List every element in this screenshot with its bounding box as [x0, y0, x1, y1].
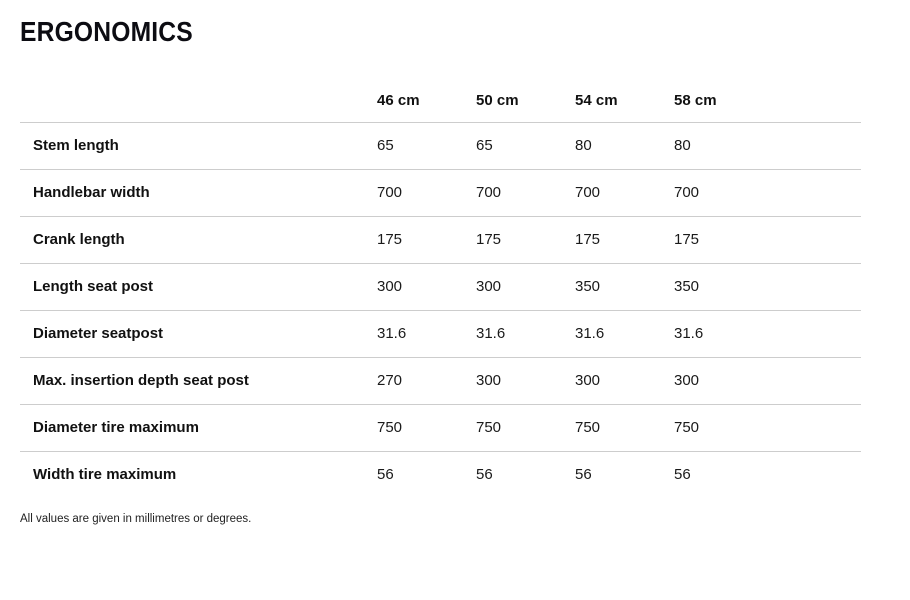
cell-value: 31.6	[476, 325, 506, 342]
cell-value: 56	[575, 466, 592, 483]
column-header-54cm: 54 cm	[575, 92, 618, 109]
table-row-crank-length	[20, 217, 861, 264]
column-header-46cm: 46 cm	[377, 92, 420, 109]
cell-value: 65	[377, 137, 394, 154]
cell-value: 270	[377, 372, 403, 389]
cell-value: 750	[575, 419, 601, 436]
cell-value: 175	[476, 231, 502, 248]
row-label: Width tire maximum	[33, 466, 177, 483]
cell-value: 300	[575, 372, 601, 389]
page-title-text: ERGONOMICS	[20, 16, 193, 47]
cell-value: 56	[377, 466, 394, 483]
row-label: Crank length	[33, 231, 125, 248]
table-row-handlebar-width	[20, 170, 861, 217]
header-spacer	[20, 92, 377, 123]
cell-value: 700	[377, 184, 403, 201]
row-label: Stem length	[33, 137, 119, 154]
header-spacer	[773, 92, 861, 123]
row-label: Handlebar width	[33, 184, 150, 201]
footnote: All values are given in millimetres or degrees.	[20, 513, 252, 525]
table-row-width-tire-maximum	[20, 452, 861, 499]
row-label: Length seat post	[33, 278, 154, 295]
cell-value: 175	[674, 231, 700, 248]
cell-value: 80	[674, 137, 691, 154]
table-row-length-seat-post	[20, 264, 861, 311]
cell-value: 300	[674, 372, 700, 389]
cell-value: 31.6	[674, 325, 704, 342]
table-row-diameter-tire-maximum	[20, 405, 861, 452]
cell-value: 300	[377, 278, 403, 295]
table-row-stem-length	[20, 123, 861, 170]
cell-value: 65	[476, 137, 493, 154]
cell-value: 175	[377, 231, 403, 248]
cell-value: 80	[575, 137, 592, 154]
table-row-diameter-seatpost	[20, 311, 861, 358]
cell-value: 750	[476, 419, 502, 436]
table-header-row	[20, 92, 861, 123]
cell-value: 750	[674, 419, 700, 436]
cell-value: 700	[575, 184, 601, 201]
table-row-max-insertion-depth	[20, 358, 861, 405]
cell-value: 300	[476, 372, 502, 389]
cell-value: 56	[476, 466, 493, 483]
cell-value: 31.6	[377, 325, 407, 342]
cell-value: 350	[674, 278, 700, 295]
ergonomics-table	[20, 92, 861, 498]
page-title	[20, 16, 910, 48]
cell-value: 56	[674, 466, 691, 483]
column-header-58cm: 58 cm	[674, 92, 717, 109]
cell-value: 175	[575, 231, 601, 248]
row-label: Max. insertion depth seat post	[33, 372, 249, 389]
cell-value: 700	[674, 184, 700, 201]
cell-value: 750	[377, 419, 403, 436]
row-label: Diameter seatpost	[33, 325, 164, 342]
row-label: Diameter tire maximum	[33, 419, 199, 436]
cell-value: 700	[476, 184, 502, 201]
cell-value: 350	[575, 278, 601, 295]
cell-value: 300	[476, 278, 502, 295]
column-header-50cm: 50 cm	[476, 92, 519, 109]
cell-value: 31.6	[575, 325, 605, 342]
